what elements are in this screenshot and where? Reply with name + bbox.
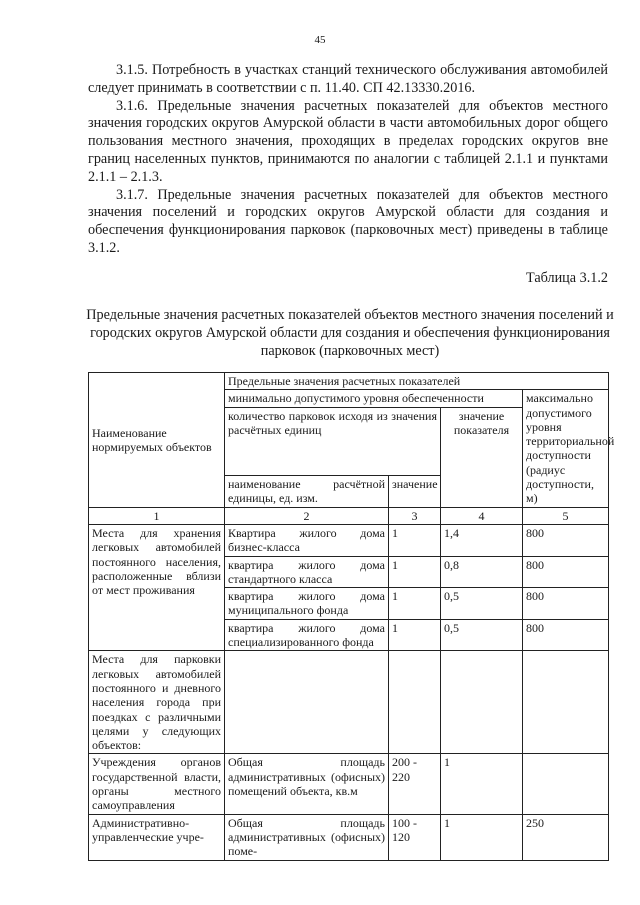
table-row	[89, 651, 609, 754]
empty-cell	[225, 651, 389, 754]
indicator-cell: 1	[441, 754, 523, 814]
header-unit-name: наименование расчётной единицы, ед. изм.	[225, 476, 389, 508]
paragraph-3-1-5: 3.1.5. Потребность в участках станций технического обслуживания автомобилей следует принимать в соответствии с п. 11.40. СП 42.13330.2016.	[88, 62, 608, 96]
indicator-cell: 0,5	[441, 588, 523, 620]
group2-object-name: Места для парковки легковых автомобилей постоянного и дневного населения города при поездках с различными целями у следующих объектов:	[89, 651, 225, 754]
header-max-level: максимально допустимого уровня территориальной доступности (радиус доступности, м)	[523, 390, 609, 507]
table-label: Таблица 3.1.2	[526, 270, 608, 286]
empty-cell	[441, 651, 523, 754]
radius-cell: 250	[523, 814, 609, 860]
radius-cell: 800	[523, 588, 609, 620]
col-number: 2	[225, 507, 389, 524]
value-cell: 1	[389, 556, 441, 588]
table-row	[89, 524, 609, 556]
indicator-cell: 1	[441, 814, 523, 860]
object-name-cell: Учреждения органов государственной власти, органы местного самоуправления	[89, 754, 225, 814]
radius-cell: 800	[523, 556, 609, 588]
indicator-cell: 0,8	[441, 556, 523, 588]
empty-cell	[389, 651, 441, 754]
page-number: 45	[314, 34, 326, 46]
header-group: Предельные значения расчетных показателей	[225, 373, 609, 390]
table-row	[89, 814, 609, 860]
col-number: 3	[389, 507, 441, 524]
paragraph-3-1-7: 3.1.7. Предельные значения расчетных показателей для объектов местного значения поселений и городских округов Амурской области для создания и обеспечения функционирования парковок (парковочных мест) приведены в таблице 3.1.2.	[88, 186, 608, 256]
col-number: 4	[441, 507, 523, 524]
value-cell: 1	[389, 588, 441, 620]
indicator-cell: 0,5	[441, 619, 523, 651]
radius-cell: 800	[523, 524, 609, 556]
col-number: 1	[89, 507, 225, 524]
value-cell: 200 - 220	[389, 754, 441, 814]
object-name-cell: Административно-управленческие учре-	[89, 814, 225, 860]
indicator-cell: 1,4	[441, 524, 523, 556]
paragraph-3-1-6: 3.1.6. Предельные значения расчетных показателей для объектов местного значения городских округов Амурской области в части автомобильных дорог общего пользования местного значения, проходящих в пределах городских округов вне границ населенных пунктов, принимаются по аналогии с таблицей 2.1.1 и пунктами 2.1.1 – 2.1.3.	[88, 97, 608, 185]
page-cut-edge	[0, 878, 640, 905]
header-count-group: количество парковок исходя из значения расчётных единиц	[225, 407, 441, 475]
unit-cell: Общая площадь административных (офисных) помещений объекта, кв.м	[225, 754, 389, 814]
header-row-1	[89, 373, 609, 390]
header-sub-group: минимально допустимого уровня обеспеченности	[225, 390, 523, 407]
value-cell: 1	[389, 524, 441, 556]
body-text	[88, 62, 608, 258]
unit-cell: квартира жилого дома специализированного фонда	[225, 619, 389, 651]
unit-cell: Общая площадь административных (офисных) поме-	[225, 814, 389, 860]
header-indicator: значение показателя	[441, 407, 523, 507]
radius-cell	[523, 754, 609, 814]
header-unit-value: значение	[389, 476, 441, 508]
empty-cell	[523, 651, 609, 754]
table-row	[89, 754, 609, 814]
unit-cell: квартира жилого дома стандартного класса	[225, 556, 389, 588]
value-cell: 1	[389, 619, 441, 651]
table-title: Предельные значения расчетных показателей объектов местного значения поселений и городских округов Амурской области для создания и обеспечения функционирования парковок (парковочных мест)	[86, 307, 614, 359]
unit-cell: квартира жилого дома муниципального фонда	[225, 588, 389, 620]
header-object-name: Наименование нормируемых объектов	[89, 373, 225, 508]
unit-cell: Квартира жилого дома бизнес-класса	[225, 524, 389, 556]
radius-cell: 800	[523, 619, 609, 651]
col-number: 5	[523, 507, 609, 524]
value-cell: 100 - 120	[389, 814, 441, 860]
column-number-row	[89, 507, 609, 524]
group1-object-name: Места для хранения легковых автомобилей постоянного населения, расположенные вблизи от мест проживания	[89, 524, 225, 650]
parking-norms-table	[88, 372, 615, 861]
